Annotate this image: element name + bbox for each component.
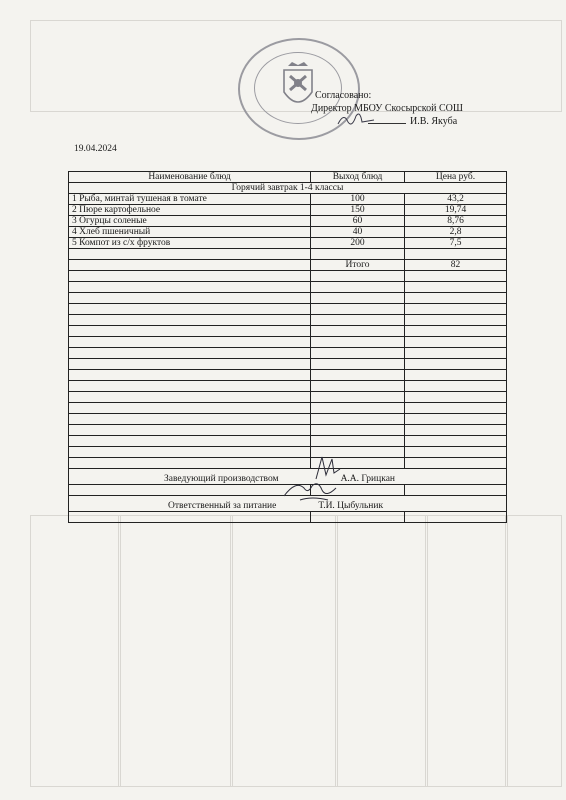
header-yield: Выход блюд xyxy=(311,172,405,183)
approval-label: Согласовано: xyxy=(315,90,372,101)
empty-row xyxy=(69,326,507,337)
dish-price: 19,74 xyxy=(405,205,507,216)
table-row xyxy=(69,216,507,227)
bleed-through-line xyxy=(230,515,233,787)
header-price: Цена руб. xyxy=(405,172,507,183)
empty-row xyxy=(69,337,507,348)
empty-row xyxy=(69,359,507,370)
total-empty-cell xyxy=(69,260,311,271)
approval-name: И.В. Якуба xyxy=(410,116,458,127)
empty-row xyxy=(69,436,507,447)
nutrition-resp-signature-icon xyxy=(282,478,338,504)
bleed-through-grid xyxy=(30,515,562,787)
empty-row xyxy=(69,458,507,469)
empty-row xyxy=(69,249,507,260)
empty-row xyxy=(69,271,507,282)
dish-name: 1 Рыба, минтай тушеная в томате xyxy=(69,194,311,205)
total-row xyxy=(69,260,507,271)
production-head-label: Заведующий производством xyxy=(164,474,279,484)
nutrition-resp-name: Т.И. Цыбульник xyxy=(318,501,384,511)
empty-row xyxy=(69,381,507,392)
dish-name: 3 Огурцы соленые xyxy=(69,216,311,227)
empty-row xyxy=(69,282,507,293)
nutrition-resp-label: Ответственный за питание xyxy=(168,501,277,511)
table-row xyxy=(69,227,507,238)
dish-name: 4 Хлеб пшеничный xyxy=(69,227,311,238)
bleed-through-line xyxy=(118,515,121,787)
menu-table xyxy=(68,171,507,523)
dish-yield: 150 xyxy=(311,205,405,216)
empty-row xyxy=(69,315,507,326)
table-row xyxy=(69,238,507,249)
bleed-through-line xyxy=(425,515,428,787)
dish-yield: 60 xyxy=(311,216,405,227)
dish-name: 5 Компот из с/х фруктов xyxy=(69,238,311,249)
empty-row xyxy=(69,447,507,458)
approval-position: Директор МБОУ Скосырской СОШ xyxy=(311,103,463,114)
bleed-through-line xyxy=(335,515,338,787)
dish-name: 2 Пюре картофельное xyxy=(69,205,311,216)
dish-price: 2,8 xyxy=(405,227,507,238)
total-label: Итого xyxy=(311,260,405,271)
empty-row xyxy=(69,304,507,315)
document-date: 19.04.2024 xyxy=(74,144,117,154)
empty-row xyxy=(69,425,507,436)
bleed-through-line xyxy=(505,515,508,787)
empty-row xyxy=(69,403,507,414)
empty-row xyxy=(69,392,507,403)
director-signature-icon xyxy=(336,108,376,130)
production-head-name: А.А. Грицкан xyxy=(340,474,395,484)
empty-row xyxy=(69,512,507,523)
dish-yield: 100 xyxy=(311,194,405,205)
table-header-row xyxy=(69,172,507,183)
section-row xyxy=(69,183,507,194)
dish-price: 7,5 xyxy=(405,238,507,249)
dish-yield: 200 xyxy=(311,238,405,249)
empty-row xyxy=(69,370,507,381)
empty-row xyxy=(69,348,507,359)
dish-price: 8,76 xyxy=(405,216,507,227)
section-title: Горячий завтрак 1-4 классы xyxy=(69,183,507,194)
dish-yield: 40 xyxy=(311,227,405,238)
total-value: 82 xyxy=(405,260,507,271)
table-row xyxy=(69,205,507,216)
empty-row xyxy=(69,293,507,304)
table-row xyxy=(69,194,507,205)
dish-price: 43,2 xyxy=(405,194,507,205)
empty-row xyxy=(69,414,507,425)
header-dish-name: Наименование блюд xyxy=(69,172,311,183)
